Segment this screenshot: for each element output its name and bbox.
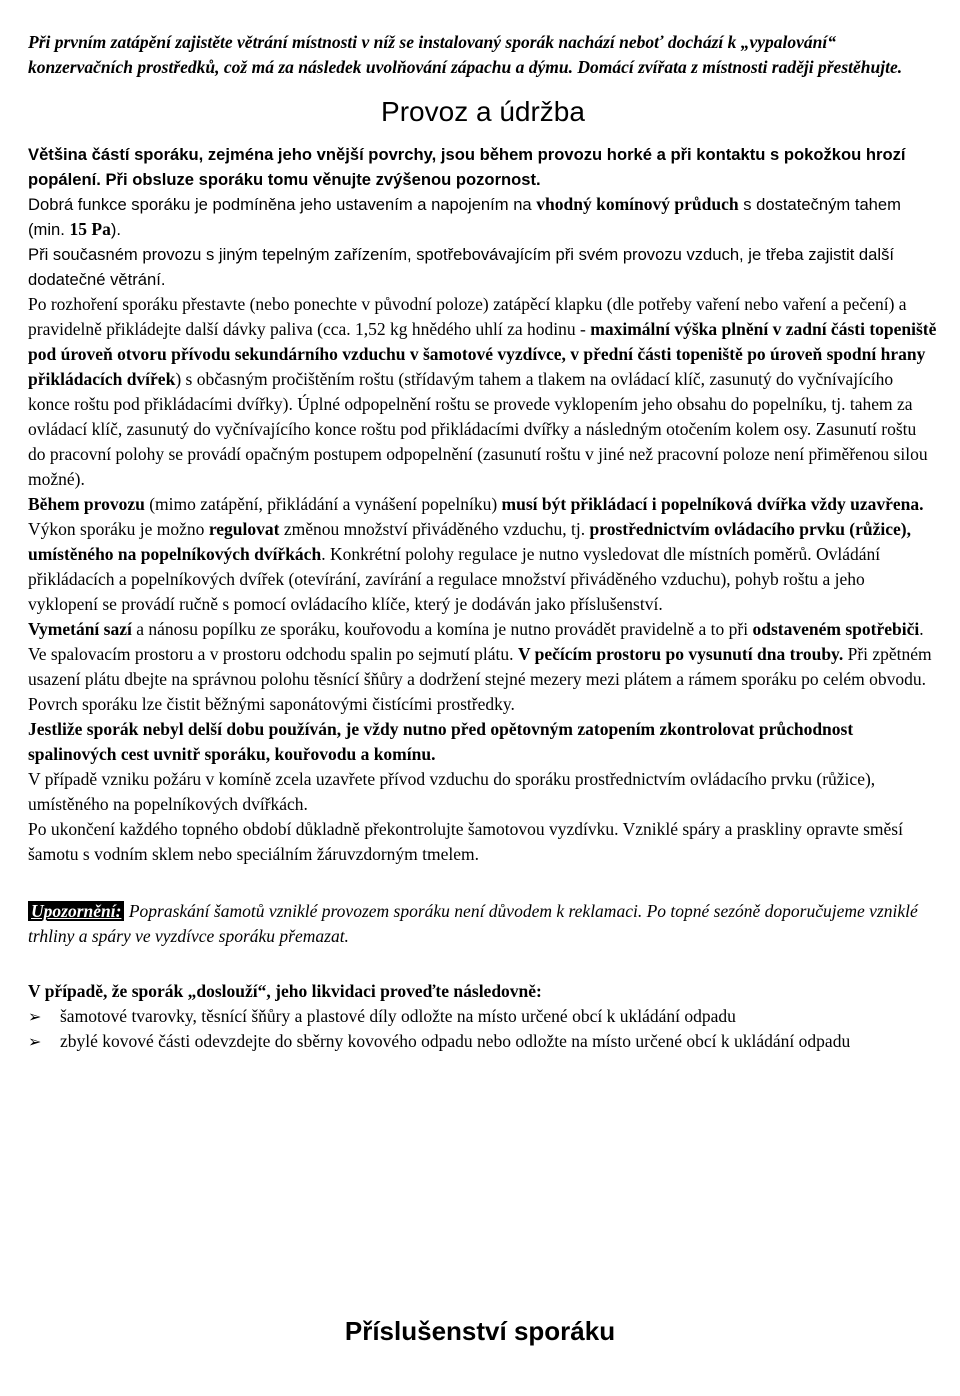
paragraph-fire: V případě vzniku požáru v komíně zcela uzavřete přívod vzduchu do sporáku prostřednictvím ovládacího prvku (růžice), umístěného na popelníkových dvířkách. [28,769,876,814]
draught-text: s dostatečným tahem (min. [28,195,901,239]
paragraph-hot-surfaces [28,142,938,192]
regulation-text-3: . Konkrétní polohy regulace je nutno vysledovat dle místních poměrů. Ovládání přikládacích a popelníkových dvířek (otevírání, zavírání a regulace množství přiváděného vzduchu), pohyb roštu a jeho vyklopení se provádí ručně s pomocí ovládacího klíče, který je dodáván jako příslušenství. [28,544,881,614]
paragraph-doors [28,492,938,517]
list-item [28,1029,938,1054]
sweeping-emphasis-1: Vymetání sazí [28,619,132,639]
paragraph-sweeping [28,617,938,692]
warning-label: Upozornění: [28,901,124,921]
list-item [28,1004,938,1029]
operation-text: Po rozhoření sporáku přestavte (nebo ponechte v původní poloze) zatápěcí klapku (dle potřeby vaření nebo vaření a pečení) a pravidelně přikládejte další dávky paliva (cca. 1,52 kg hnědého uhlí za hodinu - [28,294,907,339]
fill-height-emphasis: maximální výška plnění v zadní části topeniště pod úroveň otvoru přívodu sekundárního vzduchu v šamotové vyzdívce, v přední části topeniště po úroveň spodní hrany přikládacích dvířek [28,319,937,389]
document-page [28,30,938,1054]
disposal-list [28,1004,938,1054]
chimney-emphasis: vhodný komínový průduch [536,194,739,214]
sweeping-text-1: a nánosu popílku ze sporáku, kouřovodu a komína je nutno provádět pravidelně a to při [136,619,749,639]
chimney-text: Dobrá funkce sporáku je podmíněna jeho ustavením a napojením na [28,195,532,214]
regulation-emphasis-2: prostřednictvím ovládacího prvku (růžice), umístěného na popelníkových dvířkách [28,519,911,564]
long-idle-emphasis: Jestliže sporák nebyl delší dobu používán, je vždy nutno před opětovným zatopením zkontrolovat průchodnost spalinových cest uvnitř sporáku, kouřovodu a komínu. [28,719,854,764]
doors-text: (mimo zatápění, přikládání a vynášení popelníku) [149,494,498,514]
regulation-text-2: změnou množství přiváděného vzduchu, tj. [283,519,586,539]
sweeping-text-2: . Ve spalovacím prostoru a v prostoru odchodu spalin po sejmutí plátu. [28,619,924,664]
draught-end: ). [110,220,121,239]
grate-text: ) s občasným pročištěním roštu (střídavým tahem a tlakem na ovládací klíč, zasunutý do vyčnívajícího konce roštu pod přikládacími dvířky). Úplné odpopelnění roštu se provede vyklopením jeho obsahu do popelníku, tj. tahem za ovládací klíč, zasunutý do vyčnívajícího konce roštu pod přikládacími dvířky a následným otočením kolem osy. Zasunutí roštu do pracovní polohy se provádí opačným postupem odpopelnění (zasunutí roštu v jiné než pracovní poloze není přiměřenou silou možné). [28,369,928,489]
draught-value: 15 Pa [69,219,111,239]
section-title: Provoz a údržba [381,96,585,127]
warning-note [28,899,938,949]
regulation-emphasis-1: regulovat [208,519,280,539]
disposal-item-text: šamotové tvarovky, těsnící šňůry a plastové díly odložte na místo určené obcí k ukládání odpadu [60,1006,736,1026]
paragraph-operation [28,292,938,492]
sweeping-emphasis-3: V pečícím prostoru po vysunutí dna trouby. [517,644,844,664]
paragraph-lining: Po ukončení každého topného období důkladně překontrolujte šamotovou vyzdívku. Vzniklé spáry a praskliny opravte směsí šamotu s vodním sklem nebo speciálním žáruvzdorným tmelem. [28,819,903,864]
paragraph-long-idle [28,717,938,767]
attention-text: Při obsluze sporáku tomu věnujte zvýšenou pozornost. [105,170,541,189]
paragraph-ventilation: Při současném provozu s jiným tepelným zařízením, spotřebovávajícím při svém provozu vzduch, je třeba zajistit další dodatečné větrání. [28,245,894,289]
intro-paragraph: Při prvním zatápění zajistěte větrání místnosti v níž se instalovaný sporák nachází neboť dochází k „vypalování“ konzervačních prostředků, což má za následek uvolňování zápachu a dýmu. Domácí zvířata z místnosti raději přestěhujte. [28,32,903,77]
disposal-title: V případě, že sporák „doslouží“, jeho likvidaci proveďte následovně: [28,981,542,1001]
disposal-item-text: zbylé kovové části odevzdejte do sběrny kovového odpadu nebo odložte na místo určené obcí k ukládání odpadu [60,1031,851,1051]
paragraph-chimney [28,192,938,242]
paragraph-regulation [28,517,938,617]
arrow-bullet-icon: ➢ [28,1032,42,1051]
hot-surfaces-text: Většina částí sporáku, zejména jeho vnější povrchy, jsou během provozu horké a při kontaktu s pokožkou hrozí popálení. [28,145,906,189]
paragraph-cleaning: Povrch sporáku lze čistit běžnými saponátovými čistícími prostředky. [28,694,515,714]
warning-text: Popraskání šamotů vzniklé provozem sporáku není důvodem k reklamaci. Po topné sezóně doporučujeme vzniklé trhliny a spáry ve vyzdívce sporáku přemazat. [28,901,918,946]
doors-emphasis-1: Během provozu [28,494,145,514]
regulation-text-1: Výkon sporáku je možno [28,519,205,539]
doors-emphasis-2: musí být přikládací i popelníková dvířka vždy uzavřena. [501,494,924,514]
arrow-bullet-icon: ➢ [28,1007,42,1026]
sweeping-text-3: Při zpětném usazení plátu dbejte na správnou polohu těsnící šňůry a dodržení stejné mezery mezi plátem a rámem sporáku po celém obvodu. [28,644,932,689]
sweeping-emphasis-2: odstaveném spotřebiči [752,619,920,639]
accessories-title: Příslušenství sporáku [344,1316,616,1346]
